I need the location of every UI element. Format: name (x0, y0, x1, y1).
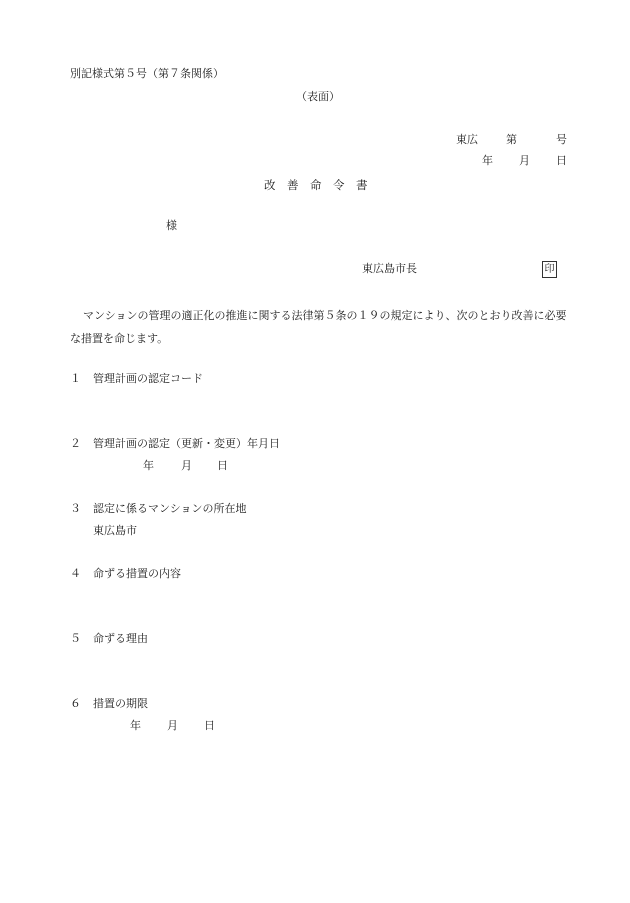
form-side-label: （表面） (296, 90, 340, 103)
date-day: 日 (556, 154, 567, 167)
doc-number-dai: 第 (506, 133, 517, 146)
item-2-label: 管理計画の認定（更新・変更）年月日 (93, 437, 280, 450)
addressee-honorific: 様 (166, 219, 177, 232)
doc-number-go: 号 (556, 133, 567, 146)
item-2-month: 月 (181, 459, 192, 472)
item-3-label: 認定に係るマンションの所在地 (93, 502, 247, 515)
date-month: 月 (519, 154, 530, 167)
item-3-value: 東広島市 (93, 524, 137, 537)
item-1-number: １ (70, 372, 81, 385)
item-2-year: 年 (143, 459, 154, 472)
doc-number-prefix: 東広 (456, 133, 478, 146)
date-year: 年 (482, 154, 493, 167)
body-text: マンションの管理の適正化の推進に関する法律第５条の１９の規定により、次のとおり改善に必要な措置を命じます。 (70, 309, 567, 345)
item-6-number: ６ (70, 697, 81, 710)
item-5-number: ５ (70, 632, 81, 645)
item-6-label: 措置の期限 (93, 697, 148, 710)
item-4-label: 命ずる措置の内容 (93, 567, 181, 580)
issuer-name: 東広島市長 (362, 262, 417, 275)
body-paragraph (70, 304, 575, 350)
seal-mark: 印 (542, 261, 557, 278)
item-3-number: ３ (70, 502, 81, 515)
item-6-year: 年 (130, 719, 141, 732)
item-5-label: 命ずる理由 (93, 632, 148, 645)
item-6-month: 月 (167, 719, 178, 732)
item-6-day: 日 (204, 719, 215, 732)
form-label: 別記様式第５号（第７条関係） (70, 67, 224, 80)
item-2-day: 日 (217, 459, 228, 472)
item-1-label: 管理計画の認定コード (93, 372, 203, 385)
item-2-number: ２ (70, 437, 81, 450)
item-4-number: ４ (70, 567, 81, 580)
document-title: 改 善 命 令 書 (264, 178, 368, 192)
